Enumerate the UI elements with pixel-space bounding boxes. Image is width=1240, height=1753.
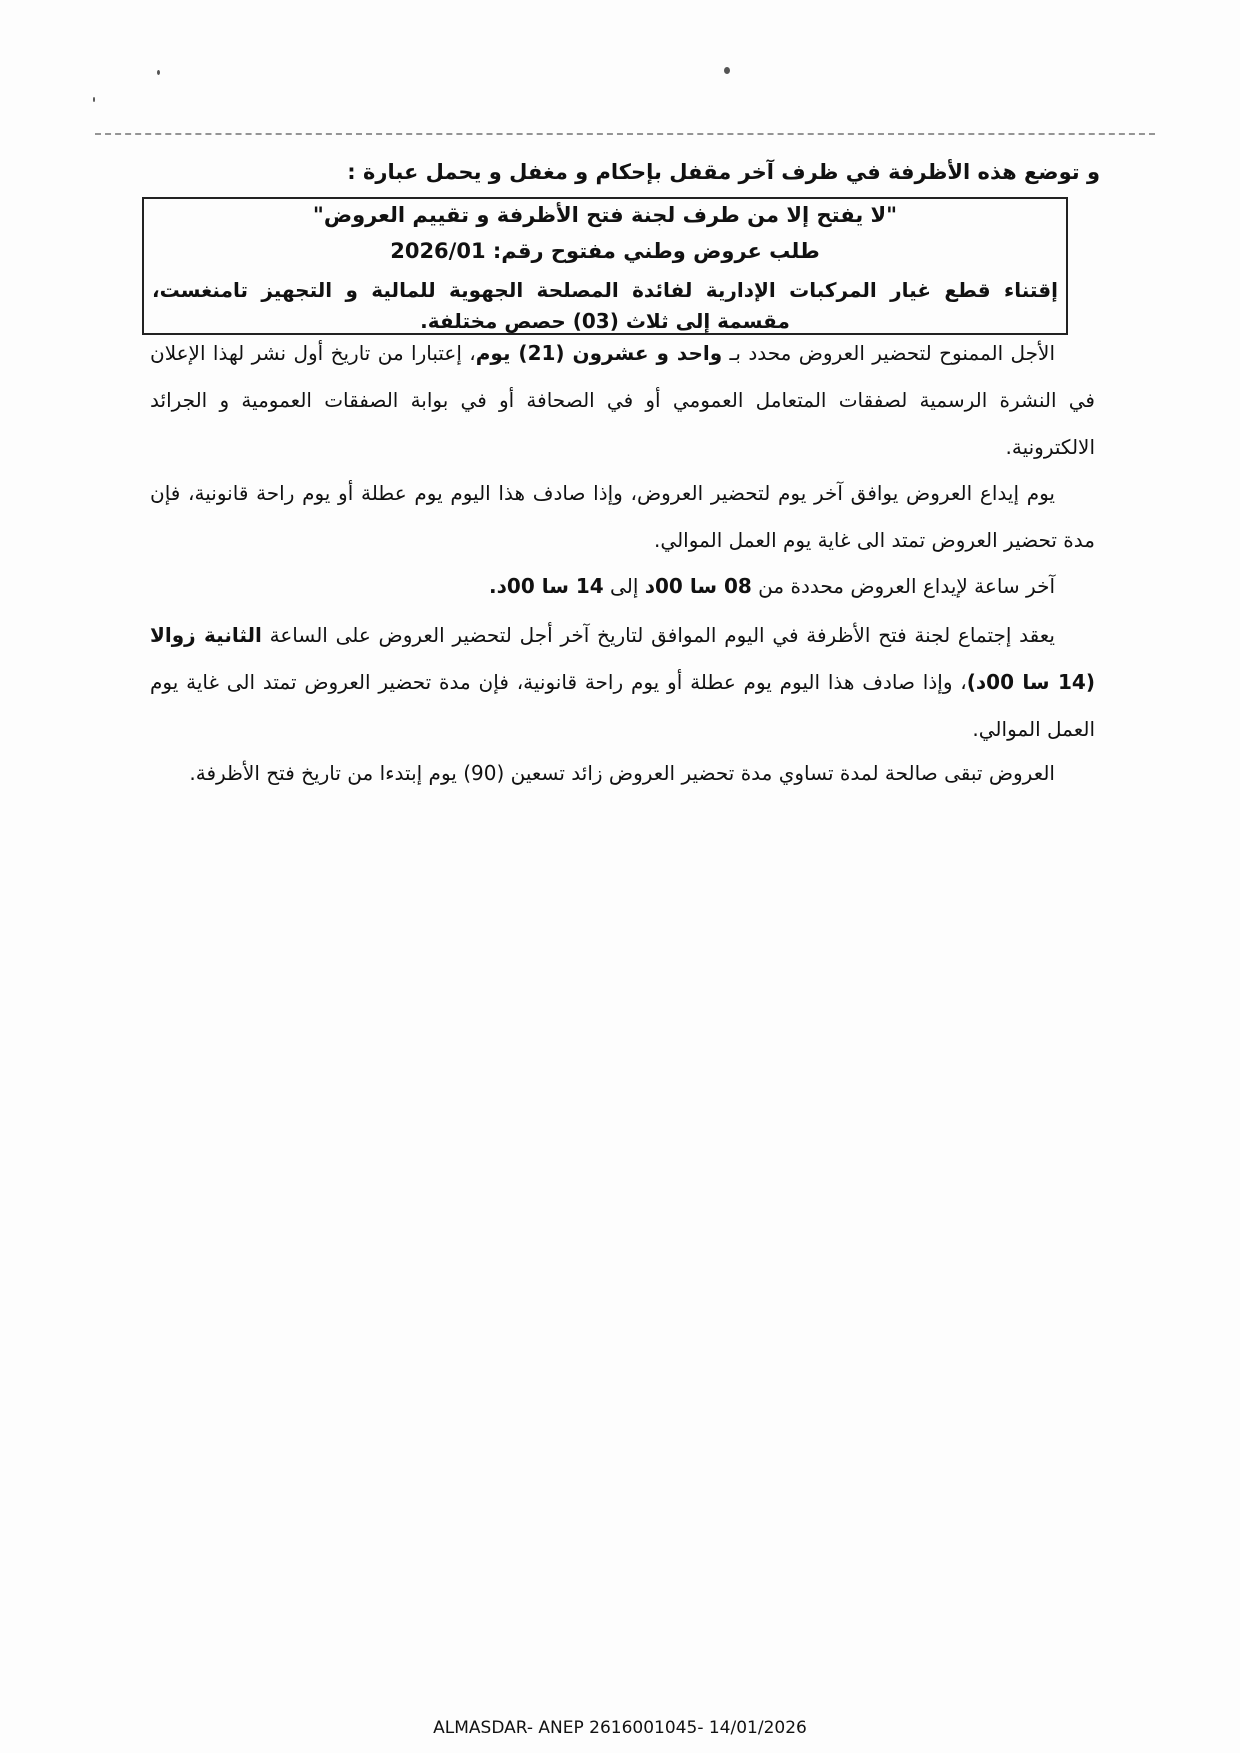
p5-text: العروض تبقى صالحة لمدة تساوي مدة تحضير العروض زائد تسعين (90) يوم إبتدءا من تاريخ فتح الأظرفة. [189,761,1055,785]
scan-speck [93,97,95,102]
header-rule [95,133,1155,135]
envelope-label-box [142,197,1068,335]
p1-duration: واحد و عشرون (21) يوم [475,341,723,365]
paragraph-deposit-hours [150,563,1095,610]
paragraph-deposit-day [150,470,1095,564]
p4-time: الثانية زوالا (14 سا 00د) [150,623,1095,694]
p2-text: يوم إيداع العروض يوافق آخر يوم لتحضير العروض، وإذا صادف هذا اليوم يوم عطلة أو يوم راحة قانونية، فإن مدة تحضير العروض تمتد الى غاية يوم العمل الموالي. [150,481,1095,552]
footer-reference: ALMASDAR- ANEP 2616001045- 14/01/2026 [433,1718,807,1738]
p1-text: الأجل الممنوح لتحضير العروض محدد بـ [722,341,1056,365]
p3-to: إلى [603,574,645,598]
p3-start-time: 08 سا 00د [644,574,752,598]
box-tender-subject: إقتناء قطع غيار المركبات الإدارية لفائدة المصلحة الجهوية للمالية و التجهيز تامنغست، مقسمة إلى ثلاث (03) حصص مختلفة. [152,278,1058,333]
p3-end-time: 14 سا 00د. [489,574,604,598]
p3-text: آخر ساعة لإيداع العروض محددة من [751,574,1055,598]
box-quote-line: "لا يفتح إلا من طرف لجنة فتح الأظرفة و تقييم العروض" [312,203,898,227]
p1-text-end: ، إعتبارا من تاريخ أول نشر لهذا الإعلان في النشرة الرسمية لصفقات المتعامل العمومي أو في الصحافة أو في بوابة الصفقات العمومية و الجرائد الالكترونية. [150,341,1095,459]
intro-text: و توضع هذه الأظرفة في ظرف آخر مقفل بإحكام و مغفل و يحمل عبارة : [347,160,1100,184]
p4-text-end: ، وإذا صادف هذا اليوم يوم عطلة أو يوم راحة قانونية، فإن مدة تحضير العروض تمتد الى غاية يوم العمل الموالي. [150,670,1095,741]
paragraph-deadline [150,330,1095,471]
box-tender-number: طلب عروض وطني مفتوح رقم: 2026/01 [390,239,820,263]
paragraph-validity [150,756,1095,790]
scan-speck [157,70,160,75]
p4-text: يعقد إجتماع لجنة فتح الأظرفة في اليوم الموافق لتاريخ آخر أجل لتحضير العروض على الساعة [261,623,1055,647]
paragraph-opening-meeting [150,612,1095,753]
scan-speck [724,67,730,74]
